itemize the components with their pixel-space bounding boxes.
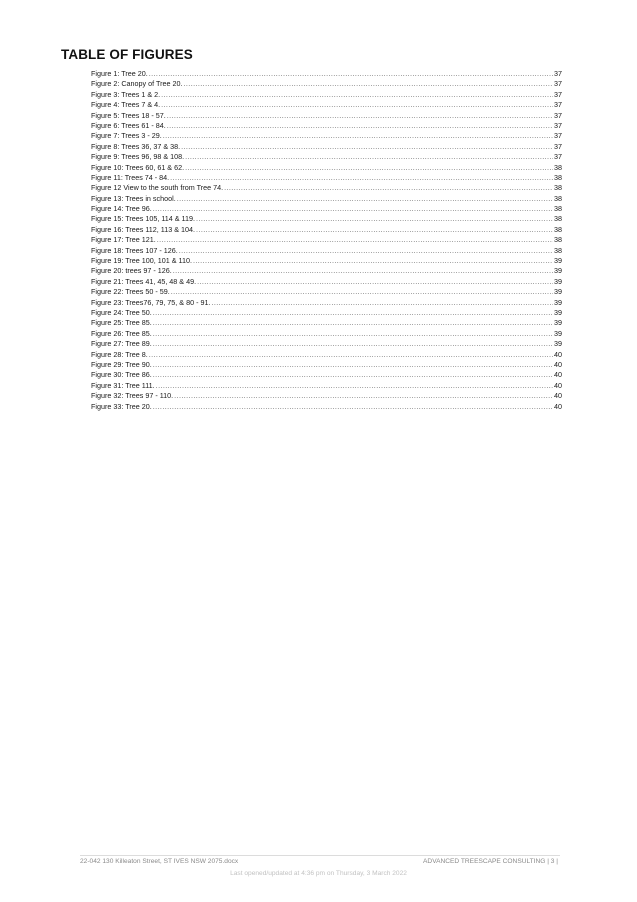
figure-caption: Figure 19: Tree 100, 101 & 110.	[91, 256, 192, 266]
figure-caption: Figure 1: Tree 20.	[91, 69, 148, 78]
figure-entry[interactable]	[91, 90, 562, 100]
dot-leader	[157, 235, 553, 245]
figure-page-number: 37	[554, 141, 562, 151]
dot-leader	[197, 277, 553, 287]
dot-leader	[171, 287, 553, 297]
dot-leader	[170, 173, 553, 183]
figure-page-number: 39	[554, 276, 562, 286]
figure-page-number: 38	[554, 245, 562, 255]
dot-leader	[185, 163, 553, 173]
dot-leader	[153, 339, 553, 349]
figure-caption: Figure 24: Tree 50.	[91, 307, 152, 317]
figure-caption: Figure 25: Tree 85.	[91, 318, 152, 328]
figure-entry[interactable]	[91, 121, 562, 131]
figure-entry[interactable]	[91, 152, 562, 162]
table-of-figures-list	[91, 69, 562, 412]
footer-file-name: 22-042 130 Killeaton Street, ST IVES NSW 2075.docx	[80, 858, 239, 865]
figure-entry[interactable]	[91, 308, 562, 318]
figure-caption: Figure 14: Tree 96.	[91, 204, 152, 214]
dot-leader	[161, 100, 553, 110]
figure-page-number: 38	[554, 224, 562, 234]
figure-caption: Figure 4: Trees 7 & 4.	[91, 100, 161, 110]
figure-page-number: 38	[554, 172, 562, 182]
figure-page-number: 39	[554, 287, 562, 297]
dot-leader	[153, 360, 553, 370]
figure-caption: Figure 11: Trees 74 - 84.	[91, 172, 170, 182]
figure-caption: Figure 9: Trees 96, 98 & 108.	[91, 152, 185, 162]
figure-caption: Figure 3: Trees 1 & 2.	[91, 89, 161, 99]
figure-caption: Figure 2: Canopy of Tree 20.	[91, 79, 183, 89]
figure-entry[interactable]	[91, 350, 562, 360]
figure-entry[interactable]	[91, 329, 562, 339]
figure-entry[interactable]	[91, 204, 562, 214]
figure-entry[interactable]	[91, 277, 562, 287]
figure-caption: Figure 10: Trees 60, 61 & 62.	[91, 162, 185, 172]
figure-page-number: 37	[554, 131, 562, 141]
figure-entry[interactable]	[91, 360, 562, 370]
figure-page-number: 37	[554, 120, 562, 130]
figure-caption: Figure 27: Tree 89.	[91, 339, 152, 349]
dot-leader	[185, 152, 553, 162]
figure-caption: Figure 17: Tree 121.	[91, 235, 156, 245]
figure-page-number: 39	[554, 318, 562, 328]
figure-entry[interactable]	[91, 183, 562, 193]
figure-entry[interactable]	[91, 381, 562, 391]
figure-page-number: 37	[554, 110, 562, 120]
dot-leader	[196, 214, 553, 224]
figure-entry[interactable]	[91, 391, 562, 401]
dot-leader	[224, 183, 553, 193]
figure-caption: Figure 22: Trees 50 - 59.	[91, 287, 170, 297]
figure-caption: Figure 33: Tree 20.	[91, 401, 152, 411]
dot-leader	[163, 131, 553, 141]
figure-entry[interactable]	[91, 235, 562, 245]
figure-entry[interactable]	[91, 318, 562, 328]
figure-caption: Figure 29: Tree 90.	[91, 359, 152, 369]
figure-page-number: 37	[554, 152, 562, 162]
figure-caption: Figure 26: Tree 85.	[91, 328, 152, 338]
figure-entry[interactable]	[91, 298, 562, 308]
figure-entry[interactable]	[91, 100, 562, 110]
dot-leader	[153, 308, 553, 318]
figure-page-number: 39	[554, 328, 562, 338]
dot-leader	[149, 350, 553, 360]
dot-leader	[179, 246, 553, 256]
figure-caption: Figure 8: Trees 36, 37 & 38.	[91, 141, 181, 151]
figure-page-number: 40	[554, 380, 562, 390]
figure-page-number: 40	[554, 401, 562, 411]
figure-page-number: 38	[554, 193, 562, 203]
figure-caption: Figure 31: Tree 111.	[91, 380, 155, 390]
dot-leader	[153, 402, 553, 412]
figure-entry[interactable]	[91, 111, 562, 121]
figure-page-number: 40	[554, 370, 562, 380]
figure-entry[interactable]	[91, 194, 562, 204]
figure-caption: Figure 5: Trees 18 - 57.	[91, 110, 166, 120]
footer-divider	[80, 855, 560, 856]
figure-entry[interactable]	[91, 79, 562, 89]
figure-page-number: 38	[554, 204, 562, 214]
figure-page-number: 39	[554, 266, 562, 276]
figure-page-number: 37	[554, 89, 562, 99]
figure-page-number: 39	[554, 256, 562, 266]
dot-leader	[149, 69, 553, 79]
dot-leader	[153, 329, 553, 339]
dot-leader	[184, 79, 554, 89]
figure-entry[interactable]	[91, 214, 562, 224]
figure-caption: Figure 23: Trees76, 79, 75, & 80 - 91.	[91, 297, 211, 307]
figure-caption: Figure 18: Trees 107 - 126.	[91, 245, 178, 255]
dot-leader	[153, 370, 553, 380]
dot-leader	[167, 121, 553, 131]
dot-leader	[153, 204, 553, 214]
figure-entry[interactable]	[91, 173, 562, 183]
figure-page-number: 37	[554, 69, 562, 78]
figure-page-number: 38	[554, 162, 562, 172]
dot-leader	[167, 111, 553, 121]
figure-entry[interactable]	[91, 246, 562, 256]
dot-leader	[196, 225, 553, 235]
figure-page-number: 38	[554, 214, 562, 224]
figure-entry[interactable]	[91, 339, 562, 349]
figure-caption: Figure 6: Trees 61 - 84.	[91, 120, 166, 130]
figure-caption: Figure 13: Trees in school.	[91, 193, 176, 203]
figure-entry[interactable]	[91, 256, 562, 266]
dot-leader	[174, 391, 553, 401]
figure-page-number: 40	[554, 391, 562, 401]
figure-caption: Figure 15: Trees 105, 114 & 119.	[91, 214, 196, 224]
figure-page-number: 39	[554, 307, 562, 317]
figure-caption: Figure 28: Tree 8.	[91, 349, 148, 359]
figure-entry[interactable]	[91, 266, 562, 276]
figure-entry[interactable]	[91, 225, 562, 235]
dot-leader	[161, 90, 553, 100]
figure-page-number: 39	[554, 339, 562, 349]
figure-caption: Figure 7: Trees 3 - 29.	[91, 131, 162, 141]
dot-leader	[173, 266, 553, 276]
figure-entry[interactable]	[91, 163, 562, 173]
figure-caption: Figure 20: trees 97 - 126.	[91, 266, 172, 276]
figure-caption: Figure 12 View to the south from Tree 74.	[91, 183, 224, 193]
dot-leader	[153, 318, 553, 328]
figure-entry[interactable]	[91, 142, 562, 152]
figure-page-number: 38	[554, 235, 562, 245]
figure-entry[interactable]	[91, 287, 562, 297]
figure-page-number: 40	[554, 359, 562, 369]
footer-company-page: ADVANCED TREESCAPE CONSULTING | 3 |	[423, 858, 558, 865]
figure-caption: Figure 21: Trees 41, 45, 48 & 49.	[91, 276, 197, 286]
figure-page-number: 40	[554, 349, 562, 359]
figure-page-number: 37	[554, 100, 562, 110]
figure-page-number: 39	[554, 297, 562, 307]
dot-leader	[211, 298, 553, 308]
figure-entry[interactable]	[91, 131, 562, 141]
figure-caption: Figure 32: Trees 97 - 110.	[91, 391, 174, 401]
figure-page-number: 38	[554, 183, 562, 193]
figure-entry[interactable]	[91, 402, 562, 412]
footer-last-updated: Last opened/updated at 4:36 pm on Thursday, 3 March 2022	[230, 870, 407, 877]
figure-page-number: 37	[554, 79, 562, 89]
figure-caption: Figure 16: Trees 112, 113 & 104.	[91, 224, 196, 234]
dot-leader	[181, 142, 553, 152]
figure-entry[interactable]	[91, 370, 562, 380]
dot-leader	[156, 381, 553, 391]
dot-leader	[177, 194, 553, 204]
figure-entry[interactable]	[91, 69, 562, 79]
dot-leader	[193, 256, 553, 266]
page-title: TABLE OF FIGURES	[61, 47, 193, 62]
figure-caption: Figure 30: Tree 86.	[91, 370, 152, 380]
